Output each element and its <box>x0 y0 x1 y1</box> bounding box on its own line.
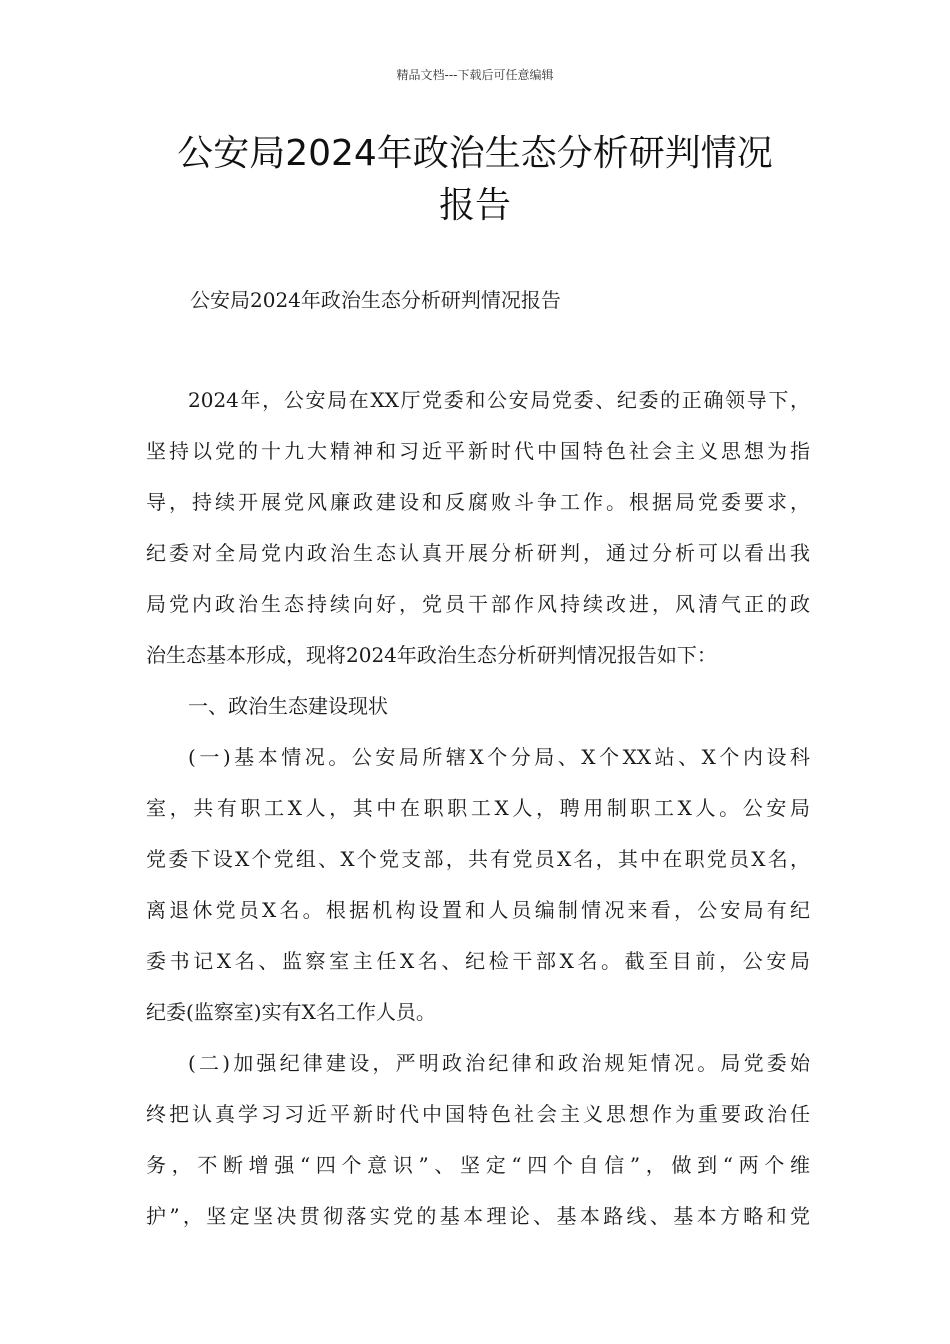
header-note: 精品文档---下载后可任意编辑 <box>396 68 554 82</box>
body-line: 委书记X名、监察室主任X名、纪检干部X名。截至目前，公安局 <box>146 949 810 973</box>
body-line: 坚持以党的十九大精神和习近平新时代中国特色社会主义思想为指 <box>146 439 810 463</box>
body-line: 务，不断增强“四个意识”、坚定“四个自信”，做到“两个维 <box>146 1153 810 1177</box>
body-line: (一)基本情况。公安局所辖X个分局、X个XX站、X个内设科 <box>188 745 810 769</box>
section-heading: 一、政治生态建设现状 <box>188 694 388 718</box>
body-line: 离退休党员X名。根据机构设置和人员编制情况来看，公安局有纪 <box>146 898 810 922</box>
body-line: 纪委对全局党内政治生态认真开展分析研判，通过分析可以看出我 <box>146 541 810 565</box>
body-line: 党委下设X个党组、X个党支部，共有党员X名，其中在职党员X名， <box>146 847 810 871</box>
body-line: 导，持续开展党风廉政建设和反腐败斗争工作。根据局党委要求， <box>146 490 810 514</box>
document-title-line-2: 报告 <box>438 185 511 226</box>
body-line: 终把认真学习习近平新时代中国特色社会主义思想作为重要政治任 <box>146 1102 810 1126</box>
body-line: 护”，坚定坚决贯彻落实党的基本理论、基本路线、基本方略和党 <box>146 1204 810 1228</box>
body-line: 局党内政治生态持续向好，党员干部作风持续改进，风清气正的政 <box>146 592 810 616</box>
document-title-line-1: 公安局2024年政治生态分析研判情况 <box>177 133 773 174</box>
body-line: 室，共有职工X人，其中在职职工X人，聘用制职工X人。公安局 <box>146 796 810 820</box>
body-line: 纪委(监察室)实有X名工作人员。 <box>146 1000 436 1024</box>
document-title <box>140 128 810 232</box>
body-line: 治生态基本形成，现将2024年政治生态分析研判情况报告如下： <box>146 643 717 667</box>
body-line: (二)加强纪律建设，严明政治纪律和政治规矩情况。局党委始 <box>188 1051 810 1075</box>
body-line: 2024年，公安局在XX厅党委和公安局党委、纪委的正确领导下， <box>188 388 810 412</box>
document-subtitle: 公安局2024年政治生态分析研判情况报告 <box>190 288 561 312</box>
document-body <box>146 380 810 1247</box>
